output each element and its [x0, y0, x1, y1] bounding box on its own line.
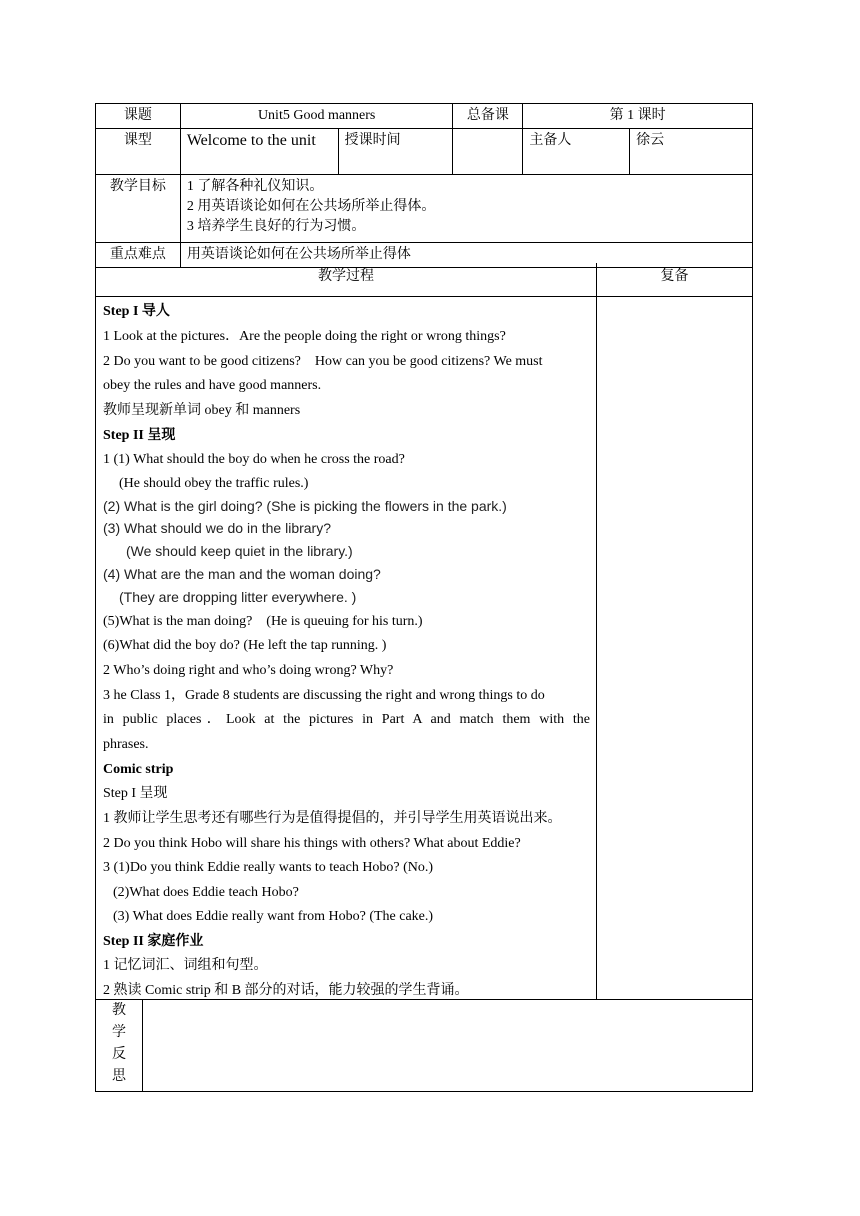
process-line: phrases.: [103, 737, 149, 752]
process-line: (6)What did the boy do? (He left the tap running. ): [103, 638, 387, 653]
step-heading: Step I 导人: [103, 304, 170, 319]
topic-value: Unit5 Good manners: [180, 104, 453, 129]
preparer-value: 徐云: [630, 129, 753, 175]
preparer-label: 主备人: [523, 129, 630, 175]
review-title: 复备: [597, 263, 752, 297]
process-line: (2) What is the girl doing? (She is picking the flowers in the park.): [103, 498, 507, 514]
process-line: obey the rules and have good manners.: [103, 378, 322, 393]
step-heading: Step II 家庭作业: [103, 934, 204, 949]
process-line: 2 Who’s doing right and who’s doing wrong? Why?: [103, 663, 394, 678]
process-line: (We should keep quiet in the library.): [126, 543, 353, 559]
time-label: 授课时间: [338, 129, 453, 175]
review-column: [597, 297, 752, 999]
header-table: [95, 103, 753, 268]
reflection-char: 反: [112, 1047, 126, 1062]
goal-item: 1 了解各种礼仪知识。: [186, 179, 324, 194]
process-line: 3 (1)Do you think Eddie really wants to teach Hobo? (No.): [103, 860, 434, 875]
process-line: Step I 呈现: [103, 786, 168, 801]
reflection-char: 教: [112, 1003, 126, 1018]
process-line: 1 (1) What should the boy do when he cross the road?: [103, 452, 405, 467]
time-value: [453, 129, 523, 175]
process-line: 2 Do you think Hobo will share his things with others? What about Eddie?: [103, 836, 521, 851]
key-points-value: 用英语谈论如何在公共场所举止得体: [180, 243, 752, 268]
process-line: (5)What is the man doing? (He is queuing for his turn.): [103, 614, 423, 629]
reflection-label: [96, 1000, 143, 1091]
type-label: 课型: [96, 129, 181, 175]
topic-label: 课题: [96, 104, 181, 129]
process-line: (He should obey the traffic rules.): [119, 476, 309, 491]
section-heading: Comic strip: [103, 762, 174, 777]
goal-item: 2 用英语谈论如何在公共场所举止得体。: [186, 199, 436, 214]
process-line: (3) What should we do in the library?: [103, 520, 331, 536]
process-line: in public places．Look at the pictures in Part A and match them with the: [103, 712, 590, 727]
process-line: (4) What are the man and the woman doing?: [103, 566, 381, 582]
goals-list: [180, 175, 752, 243]
process-line: 2 熟读 Comic strip 和 B 部分的对话，能力较强的学生背诵。: [103, 983, 469, 998]
process-section: [95, 263, 753, 1000]
goal-item: 3 培养学生良好的行为习惯。: [186, 219, 366, 234]
type-value: Welcome to the unit: [180, 129, 338, 175]
process-line: 1 Look at the pictures．Are the people doing the right or wrong things?: [103, 329, 506, 344]
step-heading: Step II 呈现: [103, 428, 176, 443]
process-title: 教学过程: [96, 263, 597, 297]
process-line: (2)What does Eddie teach Hobo?: [113, 885, 299, 900]
process-line: 3 he Class 1，Grade 8 students are discussing the right and wrong things to do: [103, 688, 545, 703]
process-line: 教师呈现新单词 obey 和 manners: [103, 403, 301, 418]
key-points-label: 重点难点: [96, 243, 181, 268]
process-line: 1 记忆词汇、词组和句型。: [103, 958, 268, 973]
reflection-char: 学: [112, 1025, 126, 1040]
process-line: 2 Do you want to be good citizens? How can you be good citizens? We must: [103, 354, 543, 369]
reflection-char: 思: [112, 1069, 126, 1084]
process-line: (They are dropping litter everywhere. ): [119, 589, 357, 605]
total-prep-label: 总备课: [453, 104, 523, 129]
process-line: 1 教师让学生思考还有哪些行为是值得提倡的，并引导学生用英语说出来。: [103, 811, 562, 826]
process-line: (3) What does Eddie really want from Hobo? (The cake.): [113, 909, 434, 924]
reflection-section: [95, 999, 753, 1092]
process-body: [96, 297, 597, 999]
goals-label: 教学目标: [96, 175, 181, 243]
lesson-number: 第 1 课时: [523, 104, 753, 129]
